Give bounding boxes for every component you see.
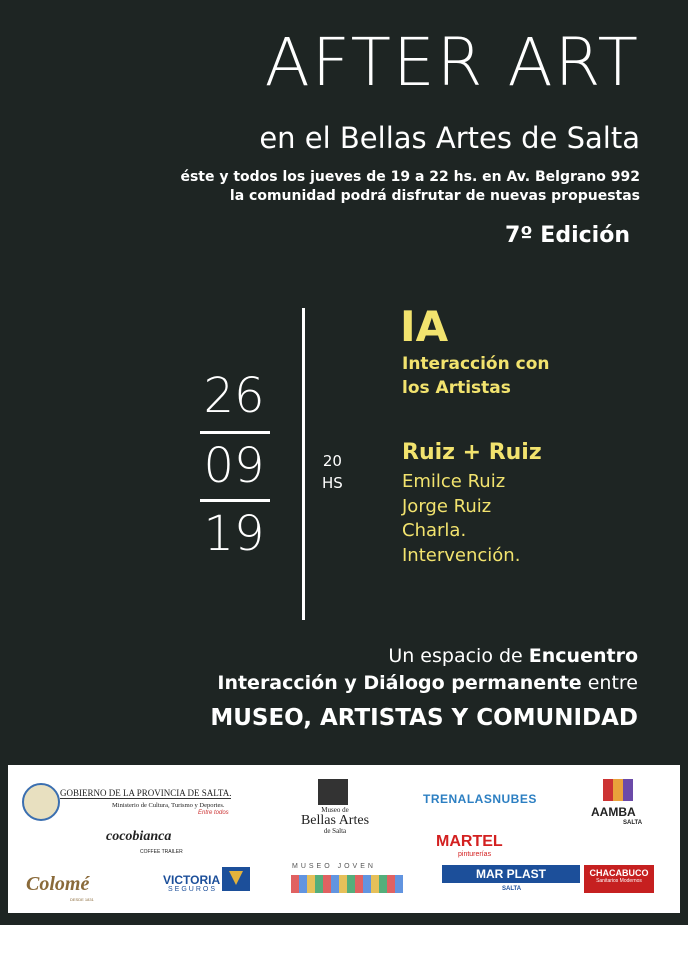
aamba-logo: AAMBA bbox=[591, 805, 636, 819]
museo-line-3: de Salta bbox=[323, 827, 347, 835]
aamba-sub: SALTA bbox=[623, 820, 643, 826]
coco-sub: COFFEE TRAILER bbox=[140, 849, 183, 855]
event-hour bbox=[322, 450, 343, 494]
victoria-v-icon bbox=[229, 871, 243, 885]
museo-line-1: Museo de bbox=[321, 806, 349, 814]
chacabuco-logo bbox=[584, 865, 654, 893]
ia-line-2: los Artistas bbox=[402, 378, 511, 398]
colome-logo: Colomé bbox=[26, 873, 90, 895]
martel-sub: pinturerías bbox=[458, 851, 492, 858]
martel-logo: MARTEL bbox=[436, 833, 503, 850]
date-year: 19 bbox=[203, 506, 265, 562]
tagline-bold: Encuentro bbox=[528, 645, 638, 667]
coco-logo: cocobianca bbox=[106, 829, 172, 844]
hour-unit: HS bbox=[322, 474, 343, 492]
ia-title: IA bbox=[400, 302, 449, 351]
victoria-icon bbox=[222, 867, 250, 891]
colome-sub: DESDE 1831 bbox=[70, 897, 94, 902]
ruiz-title: Ruiz + Ruiz bbox=[402, 440, 542, 465]
gob-sub: Ministerio de Cultura, Turismo y Deportes. bbox=[112, 802, 225, 809]
museo-joven-logo: MUSEO JOVEN bbox=[292, 863, 376, 870]
ia-subtitle bbox=[402, 352, 549, 400]
date-day: 26 bbox=[203, 368, 265, 424]
chacabuco-sub: Sanitarios Modernos bbox=[596, 878, 642, 884]
gob-sub2: Entre todos bbox=[198, 810, 229, 816]
event-subtitle: en el Bellas Artes de Salta bbox=[259, 121, 640, 155]
ia-line-1: Interacción con bbox=[402, 354, 550, 374]
info-line-2: la comunidad podrá disfrutar de nuevas propuestas bbox=[229, 188, 640, 204]
event-title: AFTER ART bbox=[264, 24, 640, 101]
tagline-bold-2: Interacción y Diálogo permanente bbox=[217, 672, 582, 694]
hour-number: 20 bbox=[322, 452, 342, 470]
edition-label: 7º Edición bbox=[504, 223, 630, 248]
tren-logo: TRENALASNUBES bbox=[423, 792, 537, 806]
gob-title: GOBIERNO DE LA PROVINCIA DE SALTA. bbox=[60, 788, 232, 798]
ruiz-item: Jorge Ruiz bbox=[402, 495, 492, 517]
vertical-divider bbox=[302, 308, 305, 620]
date-divider bbox=[200, 499, 270, 502]
victoria-logo: VICTORIA bbox=[163, 873, 221, 887]
sponsor-strip bbox=[8, 765, 680, 913]
info-line-1: éste y todos los jueves de 19 a 22 hs. en Av. Belgrano 992 bbox=[180, 169, 640, 185]
tagline-pre: Un espacio de bbox=[388, 645, 529, 667]
marplast-sub: SALTA bbox=[502, 886, 522, 892]
ruiz-list bbox=[402, 470, 520, 568]
tagline-post: entre bbox=[581, 672, 638, 694]
tagline-line-3: MUSEO, ARTISTAS Y COMUNIDAD bbox=[210, 705, 638, 731]
date-divider bbox=[200, 431, 270, 434]
tagline-line-2 bbox=[217, 672, 638, 694]
date-month: 09 bbox=[203, 438, 265, 494]
marplast-logo: MAR PLAST bbox=[442, 865, 580, 883]
museo-joven-figures-icon bbox=[291, 875, 403, 893]
museo-bellas-artes-logo bbox=[300, 807, 370, 835]
ruiz-item: Emilce Ruiz bbox=[402, 471, 506, 492]
museo-line-2: Bellas Artes bbox=[300, 813, 370, 828]
ruiz-item: Charla. bbox=[402, 520, 467, 541]
province-seal-icon bbox=[22, 783, 60, 821]
chacabuco-name: CHACABUCO bbox=[589, 868, 649, 878]
ruiz-item: Intervención. bbox=[402, 544, 521, 566]
aamba-icon bbox=[603, 779, 633, 801]
event-info bbox=[180, 168, 640, 206]
victoria-sub: SEGUROS bbox=[168, 886, 218, 893]
tagline-line-1 bbox=[388, 645, 638, 667]
museum-building-icon bbox=[318, 779, 348, 805]
